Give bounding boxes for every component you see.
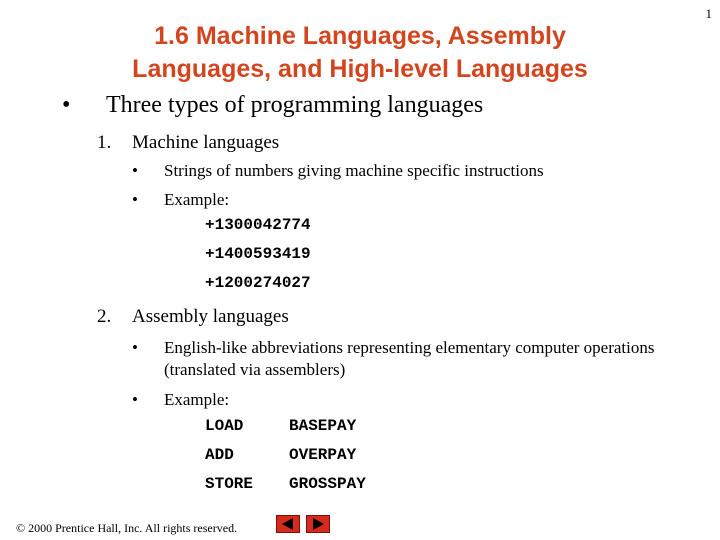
list-item-text: Example:: [164, 390, 230, 409]
list-item-text: Strings of numbers giving machine specific instructions: [164, 161, 544, 180]
copyright-text: 2000 Prentice Hall, Inc. All rights reserved.: [28, 521, 238, 535]
code-line: +1400593419: [205, 245, 311, 263]
copyright-icon: ©: [16, 521, 26, 535]
page-title: [0, 20, 720, 86]
previous-slide-button[interactable]: [276, 515, 300, 533]
code-line: +1300042774: [205, 216, 311, 234]
section-label: Machine languages: [132, 132, 280, 153]
code-op: STORE: [205, 475, 254, 493]
left-arrow-icon: [277, 516, 299, 532]
right-arrow-icon: [307, 516, 329, 532]
section-label: Assembly languages: [132, 306, 289, 327]
bullet-marker: •: [132, 338, 138, 357]
section-number: 1.: [97, 132, 112, 153]
bullet-marker: •: [62, 92, 71, 118]
bullet-marker: •: [132, 190, 138, 209]
title-line-2: Languages, and High-level Languages: [132, 55, 588, 83]
code-line: +1200274027: [205, 274, 311, 292]
list-item-text: English-like abbreviations representing elementary computer operations (translated via assemblers): [164, 338, 655, 379]
slide-number: 1: [705, 6, 712, 21]
bullet-marker: •: [132, 161, 138, 180]
code-arg: GROSSPAY: [289, 475, 366, 493]
code-arg: BASEPAY: [289, 417, 357, 435]
next-slide-button[interactable]: [306, 515, 330, 533]
list-item-text: Example:: [164, 190, 230, 209]
code-arg: OVERPAY: [289, 446, 357, 464]
section-number: 2.: [97, 306, 112, 327]
code-op: ADD: [205, 446, 234, 464]
code-op: LOAD: [205, 417, 244, 435]
copyright-footer: [16, 521, 237, 536]
bullet-marker: •: [132, 390, 138, 409]
main-bullet-text: Three types of programming languages: [106, 92, 484, 118]
title-line-1: 1.6 Machine Languages, Assembly: [154, 22, 566, 50]
